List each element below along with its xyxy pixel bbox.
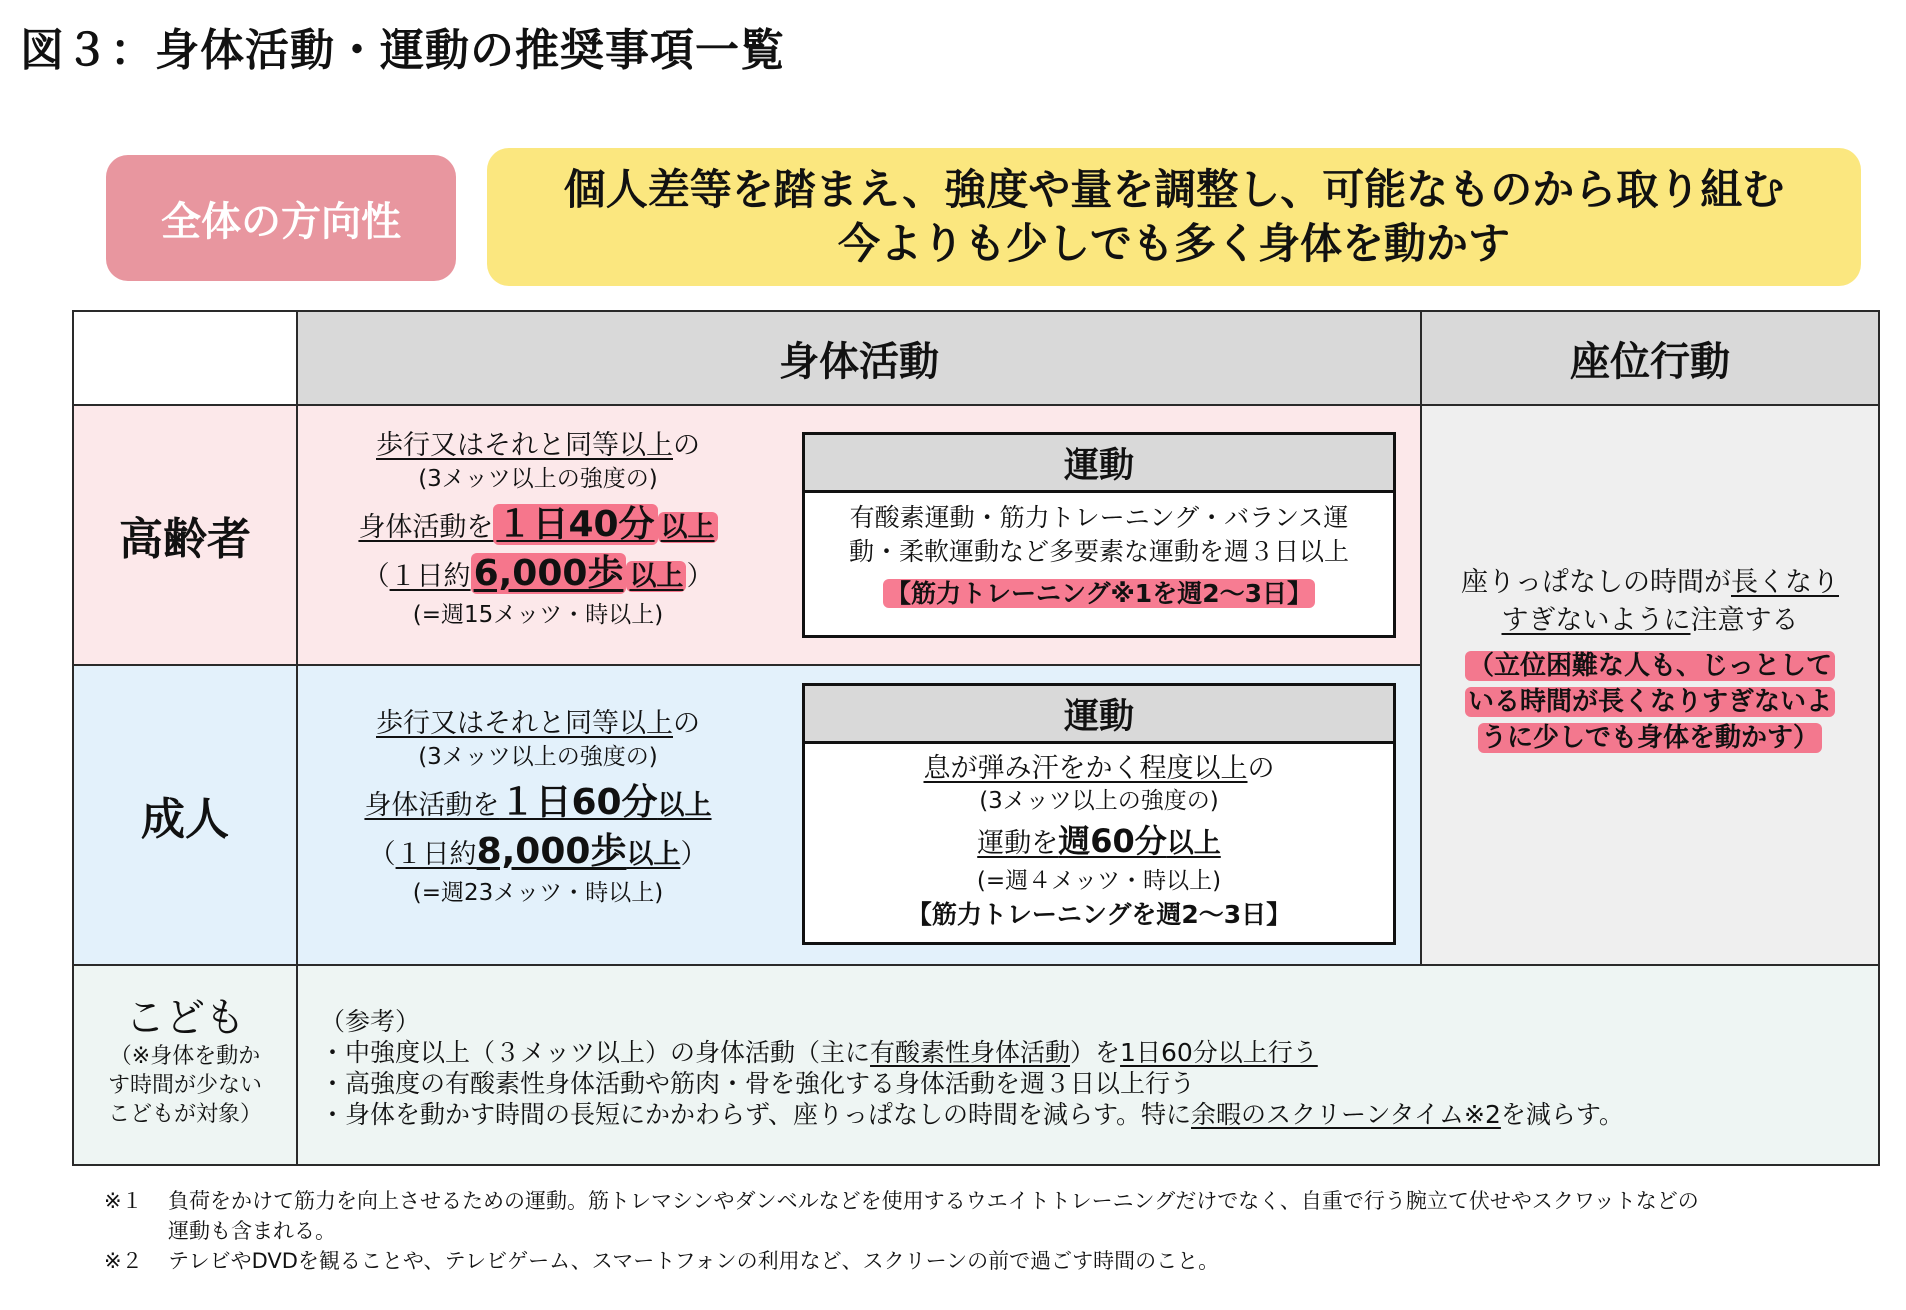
figure-title: 図３：身体活動・運動の推奨事項一覧 bbox=[20, 25, 785, 76]
adult-pa-line1: 歩行又はそれと同等以上 bbox=[376, 708, 673, 739]
children-item1-u1: 有酸素性身体活動 bbox=[870, 1038, 1071, 1067]
adult-pa-line4-close: ） bbox=[680, 839, 708, 870]
children-item3 bbox=[320, 1099, 1624, 1130]
adult-pa-line3-value: １日60分 bbox=[499, 782, 658, 823]
adult-exercise-line4: (=週４メッツ・時以上) bbox=[976, 868, 1222, 894]
adult-pa-line4 bbox=[298, 829, 778, 878]
children-label: こども bbox=[125, 995, 245, 1041]
footnote-1-line1: 負荷をかけて筋力を向上させるための運動。筋トレマシンやダンベルなどを使用するウエイトトレーニングだけでなく、自重で行う腕立て伏せやスクワットなどの bbox=[168, 1189, 1699, 1213]
children-sub3: こどもが対象） bbox=[107, 1102, 262, 1127]
adult-pa-line4-open: （ bbox=[368, 839, 396, 870]
adult-pa-line5: (=週23メッツ・時以上) bbox=[412, 880, 664, 906]
children-content bbox=[320, 1006, 1624, 1130]
footnote-1-mark: ※１ bbox=[104, 1189, 143, 1213]
elderly-pa-line2: (3メッツ以上の強度の) bbox=[418, 466, 658, 492]
footnotes bbox=[104, 1186, 1864, 1276]
row-label-elderly: 高齢者 bbox=[72, 404, 298, 666]
sedentary-note1: （立位困難な人も、じっとして bbox=[1465, 651, 1835, 681]
children-item1-u2: 1日60分以上行う bbox=[1120, 1038, 1318, 1067]
adult-exercise-box bbox=[802, 683, 1396, 945]
adult-pa-line4-prefix: １日約 bbox=[395, 839, 477, 870]
elderly-pa-line4-suffix: 以上 bbox=[626, 561, 686, 592]
adult-pa-line1-suffix: の bbox=[673, 708, 700, 739]
adult-pa-line3 bbox=[298, 780, 778, 829]
sedentary-note3: うに少しでも身体を動かす） bbox=[1478, 723, 1822, 753]
adult-pa-text bbox=[298, 706, 778, 908]
header-sedentary: 座位行動 bbox=[1420, 310, 1880, 406]
sedentary-note2: いる時間が長くなりすぎないよ bbox=[1465, 687, 1835, 717]
footnote-2-mark: ※２ bbox=[104, 1249, 143, 1273]
adult-exercise-body bbox=[805, 744, 1393, 933]
adult-exercise-line5: 【筋力トレーニングを週2～3日】 bbox=[906, 900, 1292, 929]
adult-pa-line3-prefix: 身体活動を bbox=[364, 790, 500, 821]
header-physical-activity: 身体活動 bbox=[296, 310, 1422, 406]
children-item2: ・高強度の有酸素性身体活動や筋肉・骨を強化する身体活動を週３日以上行う bbox=[320, 1069, 1196, 1098]
elderly-pa-text bbox=[298, 428, 778, 630]
sedentary-line1-underlined: 長くなり bbox=[1731, 567, 1839, 598]
sedentary-line1-prefix: 座りっぱなしの時間が bbox=[1461, 567, 1731, 598]
elderly-pa-line3-suffix: 以上 bbox=[658, 512, 718, 543]
adult-pa-line2: (3メッツ以上の強度の) bbox=[418, 744, 658, 770]
children-item1-prefix: ・中強度以上（３メッツ以上）の身体活動（主に bbox=[320, 1038, 871, 1067]
elderly-pa-line1-suffix: の bbox=[673, 430, 700, 461]
children-item1 bbox=[320, 1037, 1624, 1068]
children-content-cell bbox=[296, 964, 1880, 1166]
footnote-1-line2: 運動も含まれる。 bbox=[168, 1219, 336, 1243]
adult-exercise-line1: 息が弾み汗をかく程度以上 bbox=[923, 753, 1248, 784]
elderly-exercise-line3: 【筋力トレーニング※1を週2～3日】 bbox=[883, 579, 1315, 608]
sedentary-cell bbox=[1420, 404, 1880, 966]
row-label-children bbox=[72, 964, 298, 1166]
elderly-pa-line4-prefix: １日約 bbox=[389, 561, 471, 592]
children-sub1: （※身体を動か bbox=[109, 1044, 261, 1069]
adult-exercise-line3-suffix: 以上 bbox=[1166, 828, 1221, 859]
elderly-exercise-line2: 動・柔軟運動など多要素な運動を週３日以上 bbox=[848, 537, 1349, 566]
sedentary-line2-suffix: 注意する bbox=[1690, 605, 1799, 636]
adult-exercise-header: 運動 bbox=[805, 686, 1393, 744]
sedentary-text bbox=[1422, 564, 1878, 756]
footnote-2-line1: テレビやDVDを観ることや、テレビゲーム、スマートフォンの利用など、スクリーンの前で過ごす時間のこと。 bbox=[168, 1249, 1220, 1273]
adult-exercise-line3-prefix: 運動を bbox=[977, 828, 1059, 859]
elderly-exercise-body bbox=[805, 493, 1393, 611]
direction-line-2: 今よりも少しでも多く身体を動かす bbox=[837, 219, 1510, 268]
elderly-pa-line4-close: ） bbox=[686, 561, 714, 592]
elderly-pa-line4 bbox=[298, 551, 778, 600]
elderly-pa-line5: (=週15メッツ・時以上) bbox=[412, 602, 664, 628]
corner-cell bbox=[72, 310, 298, 406]
footnote-2 bbox=[104, 1246, 1864, 1276]
sedentary-line2: すぎないように bbox=[1501, 605, 1691, 636]
elderly-exercise-line1: 有酸素運動・筋力トレーニング・バランス運 bbox=[849, 503, 1349, 532]
elderly-exercise-header: 運動 bbox=[805, 435, 1393, 493]
elderly-pa-line3 bbox=[298, 502, 778, 551]
footnote-1 bbox=[104, 1186, 1864, 1246]
children-item1-mid: ）を bbox=[1070, 1038, 1121, 1067]
elderly-pa-line4-value: 6,000歩 bbox=[471, 553, 627, 594]
adult-pa-line4-suffix: 以上 bbox=[626, 839, 681, 870]
elderly-pa-line1: 歩行又はそれと同等以上 bbox=[376, 430, 673, 461]
children-sub2: す時間が少ない bbox=[107, 1073, 262, 1098]
elderly-exercise-box bbox=[802, 432, 1396, 638]
adult-pa-line3-suffix: 以上 bbox=[657, 790, 712, 821]
children-item3-prefix: ・身体を動かす時間の長短にかかわらず、座りっぱなしの時間を減らす。特に bbox=[320, 1100, 1192, 1129]
adult-exercise-line1-suffix: の bbox=[1247, 753, 1275, 784]
elderly-pa-line3-prefix: 身体活動を bbox=[358, 512, 494, 543]
adult-pa-line4-value: 8,000歩 bbox=[476, 831, 627, 872]
children-item3-u: 余暇のスクリーンタイム※2 bbox=[1191, 1100, 1501, 1129]
children-ref: （参考） bbox=[320, 1007, 421, 1036]
direction-label: 全体の方向性 bbox=[106, 155, 456, 281]
direction-line-1: 個人差等を踏まえ、強度や量を調整し、可能なものから取り組む bbox=[563, 165, 1785, 214]
adult-exercise-line3-value: 週60分 bbox=[1058, 822, 1167, 860]
children-item3-suffix: を減らす。 bbox=[1500, 1100, 1624, 1129]
row-label-adult: 成人 bbox=[72, 664, 298, 966]
direction-text bbox=[487, 148, 1861, 286]
elderly-pa-line4-open: （ bbox=[362, 561, 390, 592]
adult-exercise-line3 bbox=[805, 820, 1393, 865]
elderly-pa-line3-value: １日40分 bbox=[493, 504, 657, 545]
adult-exercise-line2: (3メッツ以上の強度の) bbox=[979, 788, 1219, 814]
